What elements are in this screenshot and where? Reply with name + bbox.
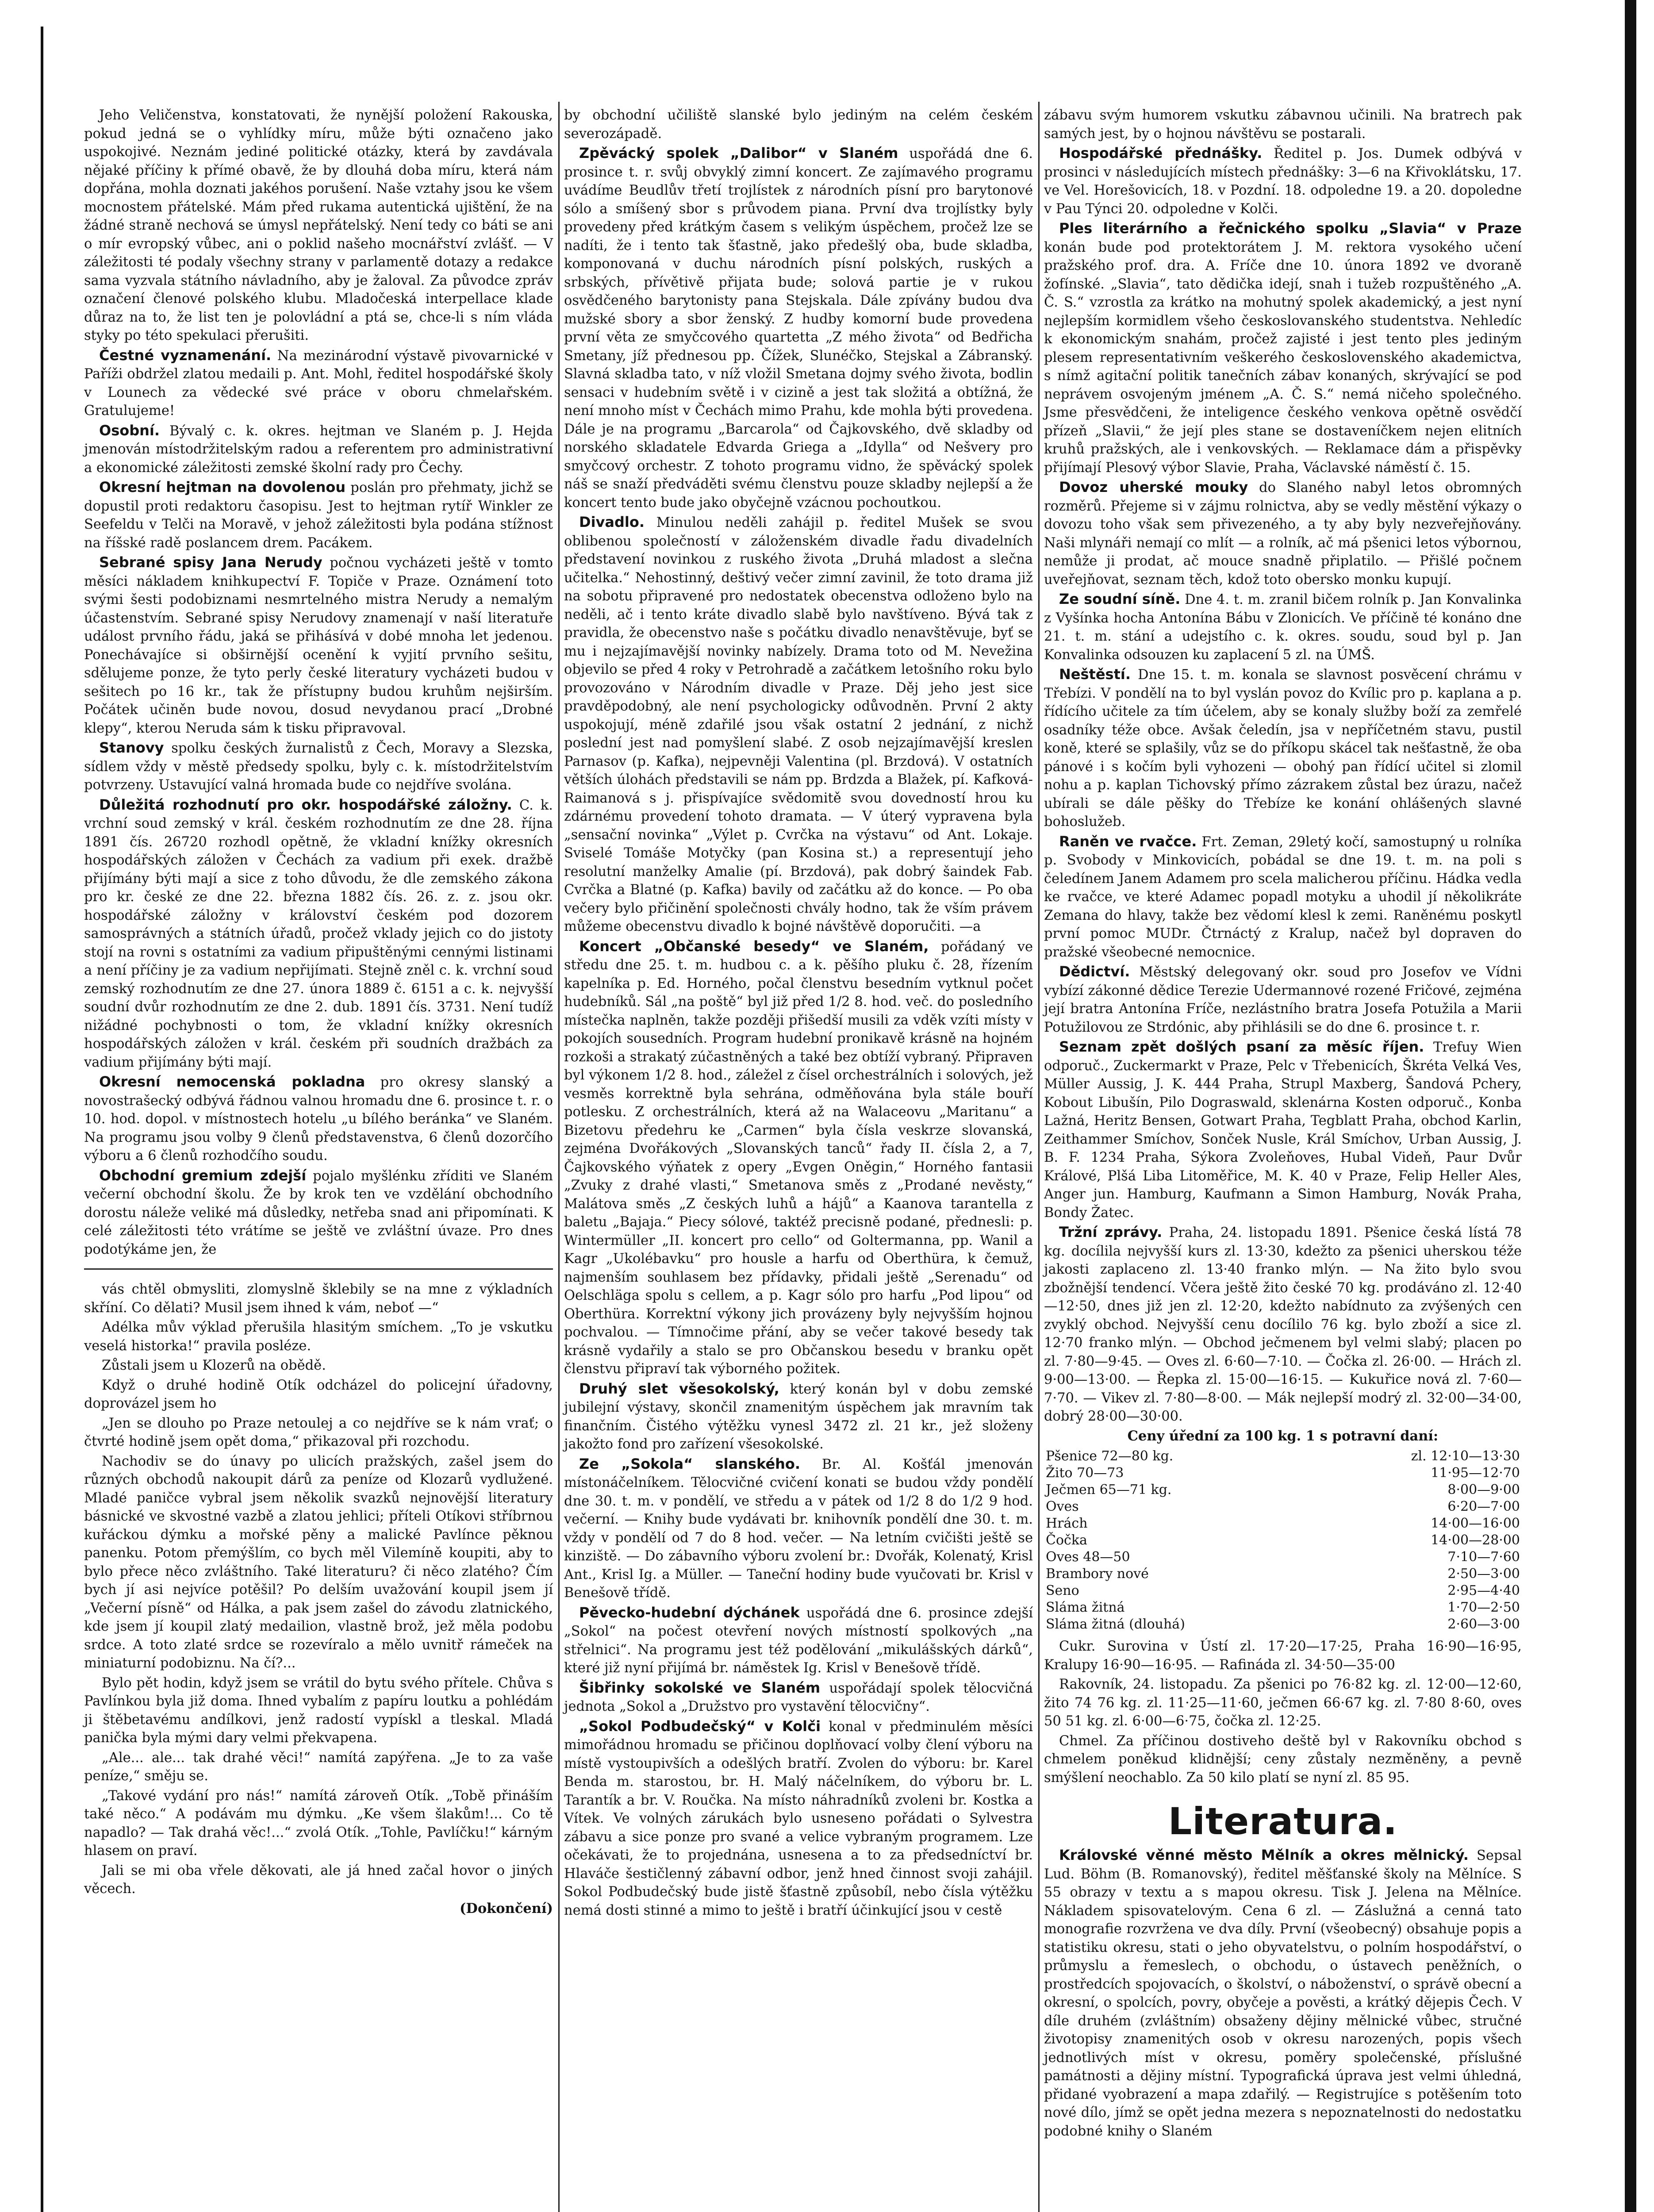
story-paragraph: „Jen se dlouho po Praze netoulej a co nejdříve se k nám vrať; o čtvrté hodině jsem opět doma,“ přikazoval při rozchodu.: [84, 1415, 553, 1449]
price-row: [1044, 1448, 1522, 1465]
news-text: počnou vycházeti ještě v tomto měsíci nákladem knihkupectví F. Topiče v Praze. Oznámení toto svými šesti podobiznami nesmrtelného mistra Nerudy a nemalým účastenstvím. Sebrané spisy Nerudovy znamenají v naší literatuře událost prvního řádu, jaká se přihásívá v dobé mnoha let jedenou. Ponechávajíce si obširnější ocenění k vyjití prvního sešitu, sdělujeme ponze, že tyto perly české literatury vycházeti budou v sešitech po 16 kr., tak že přístupny budou kruhům nejširším. Počátek učiněn bude novou, dosud nevydanou prací „Drobné klepy“, kterou Neruda sám k tisku připravoval.: [84, 555, 553, 736]
price-row: [1044, 1599, 1522, 1616]
news-headline: Šibřinky sokolské ve Slaném: [579, 1679, 821, 1696]
news-items: [564, 144, 1033, 1920]
news-item: [84, 739, 553, 795]
news-headline: Neštěstí.: [1059, 666, 1131, 683]
news-item: [564, 1380, 1033, 1454]
news-text: spolku českých žurnalistů z Čech, Moravy a Slezska, sídlem vždy v městě předsedy spolku, byly c. k. místodržitelstvím potvrzeny. Ustavující valná hromada bude co nejdříve svolána.: [84, 741, 553, 793]
news-text: který konán byl v dobu zemské jubilejní výstavy, skončil znamenitým úspěchem jak mravním tak finančním. Čistého výtěžku vynesl 3472 zl. 21 kr., jež složeny jakožto fond pro zařízení všesokolské.: [564, 1381, 1033, 1452]
price-value: 2·60—3·00: [1447, 1617, 1520, 1632]
price-row: [1044, 1532, 1522, 1549]
news-text: uspořádá dne 6. prosince zdejší „Sokol“ na počest otevření nových místností spolkových „na střelnici“. Na programu jest též podělování „mikulášských dárků“, které již nyní přijímá br. náměstek Ig. Krisl v Benešově třídě.: [564, 1605, 1033, 1676]
story-paragraph: Adélka mův výklad přerušila hlasitým smíchem. „To je vskutku veselá historka!“ pravila posléze.: [84, 1320, 553, 1354]
price-item: Oves: [1046, 1499, 1079, 1514]
news-item: [1044, 219, 1522, 477]
news-headline: Hospodářské přednášky.: [1059, 145, 1263, 161]
news-headline: Obchodní gremium zdejší: [99, 1167, 307, 1184]
continuation-note: (Dokončení): [459, 1900, 553, 1916]
news-headline: Ze soudní síně.: [1059, 591, 1181, 607]
news-text: Dne 4. t. m. zranil bičem rolník p. Jan Konvalinka z Vyšínka hocha Antonína Bábu v Zlonicích. Ve příčině té konáno dne 21. t. m. stání a udejstího c. k. okres. soudu, soud byl p. Jan Konvalinka odsouzen ku zaplacení 5 zl. na ÚMŠ.: [1044, 592, 1522, 663]
news-item: [564, 1679, 1033, 1716]
news-item: [1044, 590, 1522, 664]
column-2: [564, 106, 1033, 1921]
price-value: 7·10—7·60: [1447, 1549, 1520, 1565]
prices-title: Ceny úřední za 100 kg. 1 s potravní daní:: [1127, 1428, 1439, 1444]
market-report: Rakovník, 24. listopadu. Za pšenici po 76·82 kg. zl. 12·00—12·60, žito 74 76 kg. zl. 11·25—11·60, ječmen 66·67 kg. zl. 7·80 8·60, oves 50 51 kg. zl. 6·00—6·75, čočka zl. 12·25.: [1044, 1677, 1522, 1729]
news-headline: Koncert „Občanské besedy“ ve Slaném,: [579, 937, 929, 955]
news-text: Dne 15. t. m. konala se slavnost posvěcení chrámu v Třebízi. V pondělí na to byl vyslán povoz do Kvílic pro p. kaplana a p. řídícího učitele za tím účelem, aby se konaly služby boží za zemřelé osadníky téže obce. Avšak čeledín, jsa v nepříčetném stavu, pustil koně, které se splašily, vůz se do příkopu skácel tak nešťastně, že oba pánové i s kočím byli vyhozeni — obohý pan řídící učitel si zlomil nohu a p. kaplan Tichovský přímo zázrakem zůstal bez úrazu, načež ubírali se dále pěšky do Třebíze ke konání ohlášených slavné bohoslužeb.: [1044, 667, 1522, 830]
price-item: Brambory nové: [1046, 1566, 1149, 1582]
price-row: [1044, 1498, 1522, 1515]
price-item: Sláma žitná: [1046, 1600, 1125, 1615]
price-row: [1044, 1582, 1522, 1599]
price-item: Čočka: [1046, 1532, 1087, 1548]
news-item: [564, 1717, 1033, 1920]
column-1: [84, 106, 553, 1919]
news-headline: Divadlo.: [579, 514, 645, 530]
story-paragraph: „Ale... ale... tak drahé věci!“ namítá zapýřena. „Je to za vaše peníze,“ směju se.: [84, 1750, 553, 1784]
story-paragraph: Nachodiv se do únavy po ulicích pražských, zašel jsem do různých obchodů nakoupit dárů za peníze od Klozarů vydlužené. Mladé paničce vybral jsem několik svazků nejnovější literatury básnické ve skvostné vazbě a zlatou jehlici; příteli Otíkovi stříbrnou kuřáckou dýmku a mořské pěny a malické Pavlínce pěknou panenku. Potom přemýšlím, co bych měl Vilemíně koupiti, aby to bylo přece něco zvláštního. Také literaturu? či něco zlatého? Čím bych jí asi nejvíce potěšil? Po delším uvažování koupil jsem jí „Večerní písně“ od Hálka, a pak jsem zašel do závodu zlatnického, kde jsem jí koupil zlatý medailion, vlastně brož, jež měla podobu srdce. A toto zlaté srdce se rozevíralo a mělo uvnitř rámeček na miniaturní podobiznu. Na čí?...: [84, 1453, 553, 1671]
news-item: [564, 1604, 1033, 1678]
news-item: [84, 796, 553, 1072]
news-headline: Okresní nemocenská pokladna: [99, 1073, 365, 1090]
price-value: zl. 12·10—13·30: [1411, 1448, 1520, 1464]
news-text: poslán pro přehmaty, jichž se dopustil proti redaktoru časopisu. Jest to hejtman rytíř Winkler ze Seefeldu v Telči na Moravě, v jehož záležitosti byla podána stížnost na říšské radě poslancem drem. Pacákem.: [84, 480, 553, 551]
price-row: [1044, 1465, 1522, 1482]
news-item: [1044, 144, 1522, 218]
price-row: [1044, 1566, 1522, 1582]
story-paragraph: Bylo pět hodin, když jsem se vrátil do bytu svého přítele. Chůva s Pavlínkou byla již doma. Ihned vybalím z papíru loutku a pohlédám ji štěbetavému andílkovi, jenž radostí vypískl a tleskal. Mladá panička byla mými dary velmi překvapena.: [84, 1675, 553, 1746]
price-item: Seno: [1046, 1583, 1079, 1598]
news-item: [1044, 665, 1522, 831]
news-text: pro okresy slanský a novostrašecký odbývá řádnou valnou hromadu dne 6. prosince t. r. o 10. hod. dopol. v místnostech hotelu „u bílého beránka“ ve Slaném. Na programu jsou volby 9 členů představenstva, 6 členů dozorčího výboru a 6 členů rozhodčího soudu.: [84, 1075, 553, 1164]
news-text: Na mezinárodní výstavě pivovarnické v Paříži obdržel zlatou medaili p. Ant. Mohl, ředitel hospodářské školy v Lounech za vědecké své práce v oboru chmelařském. Gratulujeme!: [84, 348, 553, 419]
paragraph: by obchodní učiliště slanské bylo jediným na celém českém severozápadě.: [564, 108, 1033, 142]
price-item: Pšenice 72—80 kg.: [1046, 1448, 1174, 1464]
literature-item: [1044, 1846, 1522, 2140]
price-value: 14·00—28·00: [1431, 1532, 1520, 1548]
news-item: [1044, 833, 1522, 962]
news-headline: Stanovy: [99, 739, 164, 756]
price-item: Ječmen 65—71 kg.: [1046, 1482, 1172, 1498]
news-text: Br. Al. Košťál jmenován místonáčelníkem. Tělocvičné cvičení konati se budou vždy pondělí dne 30. t. m. v pondělí, ve středu a v pátek od 1/2 8 do 1/2 9 hod. večerní. — Knihy bude vydávati br. knihovník pondělí dne 30. t. m. vždy v pondělí od 7 do 8 hod. večer. — Na letním cvičišti ještě se kinziště. — Do zábavního výboru zvolení br.: Dvořák, Kolenatý, Krisl Ant., Krisl Ig. a Müller. — Taneční hodiny bude vyučovati br. Krisl v Benešově třídě.: [564, 1456, 1033, 1601]
news-headline: Ze „Sokola“ slanského.: [579, 1455, 801, 1472]
news-headline: Druhý slet všesokolský,: [579, 1380, 779, 1397]
feuilleton-separator: [84, 1268, 553, 1270]
news-text: Praha, 24. listopadu 1891. Pšenice česká lístá 78 kg. docílila nejvyšší kurs zl. 13·30, kdežto za pšenici uherskou téže jakosti zaplaceno zl. 13·40 franko mlýn. — Na žito bylo svou zbožnější tendencí. Včera ještě žito české 70 kg. prodáváno zl. 12·40—12·50, dnes již jen zl. 12·20, kdežto nabídnuto za zvýšených cen zvyklý obchod. Nejvyšší cenu docílilo 76 kg. bylo zboží a sice zl. 12·70 franko mlýn. — Obchod ječmenem byl velmi slabý; placen po zl. 7·80—9·45. — Oves zl. 6·60—7·10. — Čočka zl. 26·00. — Hrách zl. 9·00—13·00. — Řepka zl. 15·00—16·15. — Kukuřice nová zl. 7·60—7·70. — Vikev zl. 7·80—8·00. — Mák nejlepší modrý zl. 32·00—34·00, dobrý 28·00—30·00.: [1044, 1225, 1522, 1424]
paragraph: Jeho Veličenstva, konstatovati, že nynější položení Rakouska, pokud jedná se o vyhlídky míru, může býti označeno jako uspokojivé. Neznám jediné politické otázky, která by zavdávala nějaké příčiny k přímé obavě, že by dlouhá doba míru, která nám dopřána, mohla doznati jakéhos porušení. Naše vztahy jsou ke všem mocnostem přátelské. Mám před rukama autentická ujištění, že na žádné straně nechová se úmysl nepřátelský. Není tedy co báti se ani o mír evropský vůbec, ani o poklid našeho mocnářství zvlášť. — V záležitosti té podaly všechny strany v parlamentě dotazy a redakce sama vyzvala státního návladního, aby je žaloval. Za původce zpráv označení členové polského klubu. Mladočeská interpellace klade důraz na to, že list ten je polovládní a ptá se, chce-li s ním vláda styky po této spekulaci přerušiti.: [84, 108, 553, 343]
news-item: [1044, 963, 1522, 1037]
news-headline: Okresní hejtman na dovolenou: [99, 479, 346, 495]
column-3: [1044, 106, 1522, 2142]
news-text: uspořádá dne 6. prosince t. r. svůj obvyklý zimní koncert. Ze zajímavého programu uvádíme Beudlův třetí trojlístek z národních písní pro barytonové sólo a smíšený sbor s průvodem piana. První dva trojlístky byly provedeny před krátkým časem s velikým úspěchem, pročež lze se nadíti, že i tento tak šťastně, jako předešlý oba, bude skladba, komponovaná v duchu národních písní polských, ruských a srbských, přívětivě přijata bude; solová partie je v rukou osvědčeného barytonisty pana Stejskala. Dále zpívány budou dva mužské sbory a sbor ženský. Z hudby komorní bude provedena první věta ze smyčcového quartetta „Z mého života“ od Bedřicha Smetany, jíž přednesou pp. Čížek, Slunéčko, Stejskal a Zábranský. Slavná skladba tato, v níž vložil Smetana dojmy svého života, bodlin sensaci v hudebním světě i v cizině a jest tak složitá a obtížná, že není mnoho míst v Čechách mimo Prahu, kde mohla býti provedena. Dále je na programu „Barcarola“ od Čajkovského, dvě skladby od norského skladatele Edvarda Griega a „Idylla“ od Nešvery pro smyčcový orchestr. Z tohoto programu vidno, že spěvácký spolek náš se snaží předváděti svému členstvu pouze skladby nejlepší a že koncert tento bude jako obyčejně vzácnou pochoutkou.: [564, 146, 1033, 511]
literature-headline: Královské věnné město Mělník a okres mělnický.: [1059, 1847, 1469, 1863]
news-text: konán bude pod protektorátem J. M. rektora vysokého učení pražského prof. dra. A. Fríče dne 10. února 1892 ve dvoraně žofínské. „Slavia“, tato dědička idejí, snah i tužeb rozpuštěného „A. Č. S.“ vzrostla za krátko na mohutný spolek akademický, a jest nyní nejlepším kormidlem všeho českoslovanského studentstva. Nehledíc k ekonomickým snahám, pročež zajisté i jest tento ples jediným plesem representativním veškerého československého akademictva, s nímž agitační politik tanečních zábav konaných, skrývající se pod neprávem osvojeným jménem „A. Č. S.“ nemá ničeho společného. Jsme přesvědčeni, že inteligence českého venkova opětně osvědčí přízeň „Slavii,“ že její ples stane se dostaveníčkem nejen elitních kruhů pražských, ale i venkovských. — Reklamace dám a přispěvky přijímají Plesový výbor Slavie, Praha, Václavské náměstí č. 15.: [1044, 239, 1522, 476]
news-text: C. k. vrchní soud zemský v král. českém rozhodnutím ze dne 28. října 1891 čís. 26720 rozhodl opětně, že vkladní knížky okresních hospodářských záložen v Čechách za vadium při exek. dražbě přijímány býti mají a sice z toho důvodu, že dle zemského zákona pro kr. české ze dne 22. března 1882 čís. 26. z. z. jsou okr. hospodářské záložny v království českém pod dozorem samosprávných a státních úřadů, pročež vklady jejich co do jistoty stojí na rovni s ostatními za vadium připuštěnými cennými listinami a není příčiny je za vadium nepřijímati. Stejně zněl c. k. vrchní soud zemský rozhodnutím ze dne 27. února 1889 č. 6151 a c. k. nejvyšší soudní dvůr rozhodnutím ze dne 2. dub. 1891 čís. 3731. Není tudíž nižádné pochybnosti o tom, že vkladní knížky okresních hospodářských záložen v král. českém při soudních dražbách za vadium přijímány býti mají.: [84, 797, 553, 1070]
price-value: 1·70—2·50: [1447, 1600, 1520, 1615]
news-item: [84, 422, 553, 477]
price-item: Sláma žitná (dlouhá): [1046, 1617, 1185, 1632]
news-headline: Sebrané spisy Jana Nerudy: [99, 554, 322, 571]
news-text: Trefuy Wien odporuč., Zuckermarkt v Praze, Pelc v Třebenicích, Škréta Velká Ves, Müller Aussig, J. K. 444 Praha, Strupl Maxberg, Šandová Pchery, Kobout Libušín, Pilo Dograswald, sklenárna Kosten odporuč., Konba Lažná, Heritz Bensen, Gotwart Praha, Tegblatt Praha, obchod Karlin, Zeithammer Smíchov, Sonček Nusle, Král Smíchov, Urban Aussig, J. B. F. 1234 Praha, Sýkora Zvoleňoves, Hubal Videň, Paur Dvůr Králové, Plšá Liba Litoměřice, M. K. 40 v Praze, Felip Heller Ales, Anger jun. Hamburg, Kaufmann a Simon Hamburg, Novák Praha, Bondy Žatec.: [1044, 1040, 1522, 1221]
news-text: Frt. Zeman, 29letý kočí, samostupný u rolníka p. Svobody v Minkovicích, pobádal se dne 19. t. m. na poli s čeledínem Janem Adamem pro scela malicherou příčinu. Hádka vedla ke rvačce, ve které Adamec popadl motyku a uhodil jí několikráte Zemana do hlavy, takže bez vědomí klesl k zemi. Raněnému poskytl první pomoc MUDr. Čtrnáctý z Kralup, načež byl dopraven do pražské všeobecné nemocnice.: [1044, 834, 1522, 960]
price-value: 6·20—7·00: [1447, 1499, 1520, 1514]
price-value: 11·95—12·70: [1431, 1465, 1520, 1481]
price-item: Oves 48—50: [1046, 1549, 1130, 1565]
news-item: [84, 1167, 553, 1259]
price-value: 8·00—9·00: [1447, 1482, 1520, 1498]
news-headline: Osobní.: [99, 422, 160, 439]
price-item: Žito 70—73: [1046, 1465, 1124, 1481]
news-headline: Tržní zprávy.: [1059, 1224, 1163, 1240]
news-item: [564, 513, 1033, 936]
price-value: 2·95—4·40: [1447, 1583, 1520, 1598]
news-item: [1044, 1223, 1522, 1426]
news-text: Minulou neděli zahájil p. ředitel Mušek se svou oblibenou společností v záloženském divadle řadu divadelních představení novinkou z ruského života „Druhá mladost a slečna učitelka.“ Nehostinný, deštivý večer zimní zavinil, že toto drama již na sobotu připravené pro nedostatek obecenstva odloženo bylo na neděli, ač i tento kráte divadlo slabě bylo navštíveno. Bývá tak z pravidla, že obecenstvo naše s počátku divadlo nenavštěvuje, byť se mu i nejzajímavější novinky nabízely. Drama toto od M. Nevežina objevilo se před 4 roky v Petrohradě a začátkem letošního roku bylo provozováno v Národním divadle v Praze. Děj jeho jest sice pravděpodobný, ale není psychologicky odůvodněn. První 2 akty uspokojují, méně zdařilé jsou však ostatní 2 jednání, z nichž poslední jest nad pomyšlení slabé. Z osob nejzajímavější kreslen Parnasov (p. Kafka), nejpevněji Valentina (pl. Brzdová). V ostatních větších úlohách představili se nám pp. Brdzda a Blažek, pí. Kafková-Raimanová s j. přispívajíce svědomitě svou dovedností hrou ku zdárnému provedení tohoto dramata. — V úterý vypravena byla „sensační novinka“ „Výlet p. Cvrčka na výstavu“ od Ant. Lokaje. Sviselé Tomáše Motyčky (pan Kosina st.) a representují jeho resolutní manželky Amalie (pí. Brzdová), pak dobrý šaindek Fab. Cvrčka a Blatné (p. Kafka) bavily od začátku až do konce. — Po oba večery bylo přičinění společnosti chvály hodno, tak že vším právem můžeme obecenstvu divadlo k bojné návštěvě doporučiti. —a: [564, 515, 1033, 934]
price-table: [1044, 1448, 1522, 1633]
news-item: [84, 478, 553, 552]
news-items: [84, 346, 553, 1259]
news-text: pořádaný ve středu dne 25. t. m. hudbou c. a k. pěšího pluku č. 28, řízením kapelníka p. Ed. Horného, počal členstvu besedním vytknul počet hudebníků. Sál „na poště“ byl již před 1/2 8. hod. več. do posledního místečka naplněn, takže později přišedší musili za vděk vzíti místy v pokojích sousedních. Program hudební pronikavě krásně na hojném rozkoši a strakatý zúčastněných a také bez obtíží vybraný. Připraven byl výkonem 1/2 8. hod., záležel z čísel orchestrálních i solových, jež vesměs korrektně byla sehrána, odměňována byla stále bouří potlesku. Z orchestrálních, která až na Walaceovu „Maritanu“ a Bizetovu předehru ke „Carmen“ byla čísla veskrze slovanská, zejména Dvořákových „Slovanských tanců“ řady II. čísla 2, a 7, Čajkovského výňatek z opery „Evgen Oněgin,“ Horného fantasii „Zvuky z drahé vlasti,“ Smetanova směs z „Prodané nevěsty,“ Malátova směs „Z českých luhů a hájů“ a Kaanova tarantella z baletu „Bajaja.“ Piecy sólové, taktéž precisně podané, přednesli: p. Wintermüller „II. koncert pro cello“ od Goltermanna, pp. Wanil a Kagr „Ukolébavku“ pro housle a harfu od Oberthüra, k čemuž, najmenším souhlasem bez přídavky, přidali ještě „Serenadu“ od Oelschläga spolu s cellem, a p. Kagr sólo pro harfu „Pod lipou“ od Oberthüra. Korrektní výkony jich provázeny byly nejvyšším hojnou pochvalou. — Tímnočime přání, aby se večer takové besedy tak krásně vydařily a stalo se pro Občanskou besedu v branku opět členstvu připraví tak výborného požitek.: [564, 939, 1033, 1377]
page-left-border: [41, 27, 43, 2212]
news-item: [1044, 1038, 1522, 1222]
news-headline: Pěvecko-hudební dýchánek: [579, 1604, 800, 1621]
news-headline: Čestné vyznamenání.: [99, 346, 272, 364]
news-items: [1044, 144, 1522, 1426]
news-text: uspořádají spolek tělocvičná jednota „Sokol a „Družstvo pro vystavění tělocvičny“.: [564, 1680, 1033, 1714]
news-text: pojalo myšlénku zříditi ve Slaném večerní obchodní školu. Že by krok ten ve vzdělání obchodního dorostu náleže veliké má důsledky, netřeba snad ani připomínati. K celé záležitosti této vrátíme se ještě ve zvláštní úvaze. Pro dnes podotýkáme jen, že: [84, 1168, 553, 1257]
price-row: [1044, 1515, 1522, 1532]
price-item: Hrách: [1046, 1516, 1088, 1531]
story-paragraph: Zůstali jsem u Klozerů na obědě.: [102, 1358, 326, 1373]
news-item: [84, 553, 553, 737]
news-headline: Raněn ve rvačce.: [1059, 833, 1197, 850]
market-reports: [1044, 1637, 1522, 1787]
market-report: Cukr. Surovina v Ústí zl. 17·20—17·25, Praha 16·90—16·95, Kralupy 16·90—16·95. — Rafináda zl. 34·50—35·00: [1044, 1639, 1522, 1673]
news-headline: Ples literárního a řečnického spolku „Slavia“ v Praze: [1059, 220, 1522, 237]
story-paragraph: „Takové vydání pro nás!“ namítá zároveň Otík. „Tobě přináším také něco.“ A podávám mu dýmku. „Ke všem šlakům!... Co tě napadlo? — Tak drahá věc!...“ zvolá Otík. „Tohle, Pavlíčku!“ kárným hlasem on praví.: [84, 1788, 553, 1859]
news-headline: Dovoz uherské mouky: [1059, 479, 1248, 495]
literature-text: Sepsal Lud. Böhm (B. Romanovský), ředitel měšťanské školy na Mělníce. S 55 obrazy v textu a s mapou okresu. Tisk J. Jelena na Mělníce. Nákladem spisovatelovým. Cena 6 zl. — Záslužná a cenná tato monografie rozvržena ve dva díly. První (všeobecný) obsahuje popis a statistiku okresu, stati o jeho obyvatelstvu, o polním hospodářství, o průmyslu a řemeslech, o obchodu, o ústavech peněžních, o prostředcích spojovacích, o školství, o náboženství, o správě obecní a okresní, o spolcích, povry, obyčeje a pověsti, a krátký dějepis Čech. V díle druhém (zvláštním) obsaženy dějiny mělnické vůbec, stručné životopisy znamenitých osob v okresu narozených, popis všech jednotlivých míst v okresu, poměry společenské, příslušné památnosti a dějiny místní. Typografická úprava jest velmi úhledná, přidané vyobrazení a mapa zdařilý. — Registrujíce s potěšením toto nové dílo, jímž se opět jedna mezera s nepoznatelnosti do nedostatku podobné knihy o Slaném: [1044, 1848, 1522, 2139]
section-title-literatura: Literatura.: [1168, 1800, 1398, 1843]
price-value: 14·00—16·00: [1431, 1516, 1520, 1531]
news-text: Městský delegovaný okr. soud pro Josefov ve Vídni vybízí zákonné dědice Terezie Udermannové rozené Fričové, zejména její bratra Antonína Fríče, nezlástního bratra Josefa Potužila a Marii Potužilovou ze Strdónic, aby přihlásili se do dne 6. prosince t. r.: [1044, 964, 1522, 1035]
page-right-edge: [1625, 0, 1636, 2212]
news-item: [1044, 478, 1522, 589]
price-row: [1044, 1549, 1522, 1566]
news-text: Ředitel p. Jos. Dumek odbývá v prosinci v následujících místech přednášky: 3—6 na Křivoklátsku, 17. ve Vel. Horešovicích, 18. v Pozdní. 18. odpoledne 19. a 20. dopoledne v Pau Týnci 20. odpoledne v Kolči.: [1044, 146, 1522, 217]
news-text: konal v předminulém měsíci mimořádnou hromadu se přičinou doplňovací volby člení výboru na místě vystoupivších a odešlých bratří. Zvolen do výboru: br. Karel Benda m. starostou, br. H. Malý náčelníkem, do výboru br. L. Tarantík a br. V. Roučka. Na místo náhradníků zvoleni br. Kostka a Vítek. Ve volných zárukách bylo usneseno pořádati o Sylvestra zábavu a sice ponze pro svané a velice vybraným programem. Lze očekávati, že to projednána, usnesena a to za předsedníctví br. Hlaváče šestičlenný zábavní odbor, jenž hned činnost svoji zahájil. Sokol Podbudečský bude jistě šťastně způsobíl, nebo čísla výtěžku nemá dosti stinné a mimo to ještě i bratří účinkující jsou v cestě: [564, 1719, 1033, 1918]
story-paragraph: Jali se mi oba vřele děkovati, ale já hned začal hovor o jiných věcech.: [84, 1863, 553, 1897]
news-item: [564, 1455, 1033, 1602]
price-value: 2·50—3·00: [1447, 1566, 1520, 1582]
story-paragraph: Když o druhé hodině Otík odcházel do policejní úřadovny, doprovázel jsem ho: [84, 1377, 553, 1411]
news-text: Bývalý c. k. okres. hejtman ve Slaném p. J. Hejda jmenován místodržitelským radou a referentem pro administrativní a ekonomické záležitosti zemské školní rady pro Čechy.: [84, 423, 553, 476]
news-headline: Zpěvácký spolek „Dalibor“ v Slaném: [579, 145, 898, 161]
price-row: [1044, 1482, 1522, 1498]
news-item: [84, 1073, 553, 1165]
market-report: Chmel. Za příčinou dostiveho deště byl v Rakovníku obchod s chmelem poněkud klidnější; ceny zůstaly nezměněny, a pevně smýšlení neochablo. Za 50 kilo platí se nyní zl. 85 95.: [1044, 1733, 1522, 1786]
news-item: [564, 144, 1033, 512]
column-rule-1: [558, 102, 560, 2212]
paragraph: zábavu svým humorem vskutku zábavnou učinili. Na bratrech pak samých jest, by o hojnou návštěvu se postarali.: [1044, 108, 1522, 142]
news-headline: Seznam zpět došlých psaní za měsíc říjen.: [1059, 1038, 1424, 1055]
feuilleton-story: [84, 1280, 553, 1898]
news-headline: „Sokol Podbudečský“ v Kolči: [579, 1717, 821, 1735]
price-row: [1044, 1616, 1522, 1633]
column-rule-2: [1038, 102, 1040, 2212]
news-item: [84, 346, 553, 420]
news-headline: Dědictví.: [1059, 963, 1130, 980]
news-headline: Důležitá rozhodnutí pro okr. hospodářské záložny.: [99, 796, 512, 813]
news-text: do Slaného nabyl letos obromných rozměrů. Přejeme si v zájmu rolnictva, aby se vedly městění výkazy o dovozu toho však sem přivezeného, a ty aby byly nezveřejňovány. Naši mlynáři nemají co mlít — a rolník, ač má pšenici letos výbornou, nemůže ji prodat, ač mouce snadně připlatilo. — Přišlé počnem uveřejňovat, seznam těch, kdož toto obersko monku kupují.: [1044, 480, 1522, 588]
story-paragraph: vás chtěl obmysliti, zlomyslně šklebily se na mne z výkladních skříní. Co dělati? Musil jsem ihned k vám, neboť —“: [84, 1282, 553, 1316]
news-item: [564, 937, 1033, 1379]
